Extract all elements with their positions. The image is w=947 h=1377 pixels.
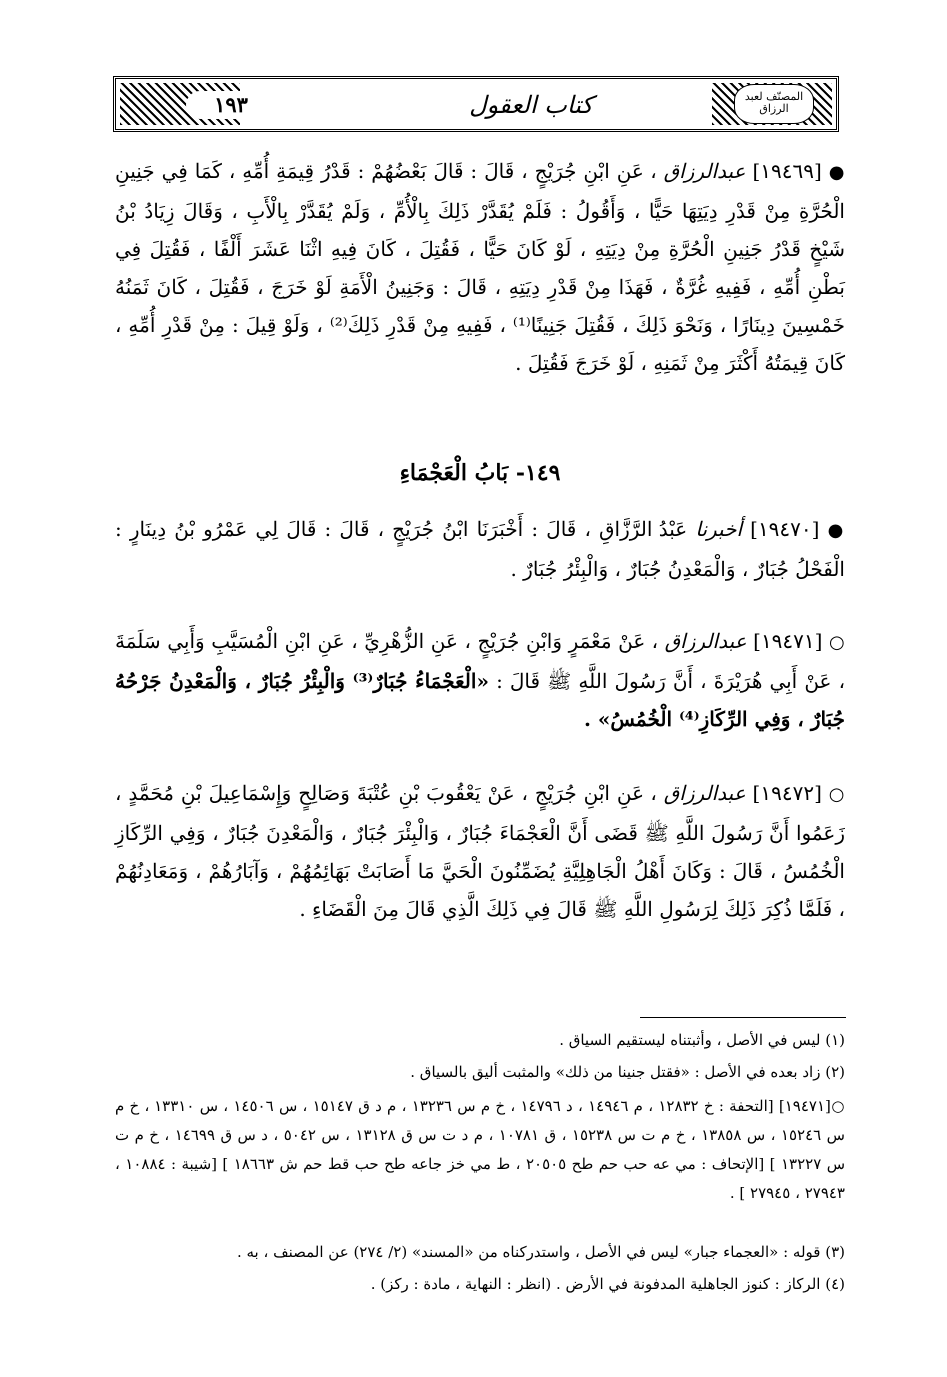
footnote-separator: [640, 1017, 846, 1018]
footnote-mark: (٤): [825, 1275, 845, 1293]
entry-number: [١٩٤٧١]: [753, 629, 823, 653]
entry-marker: ○: [828, 784, 845, 805]
hadith-entry-19471: [115, 622, 845, 738]
footnote-mark: ○[١٩٤٧١]: [778, 1097, 845, 1115]
entry-text: ، عَنِ ابْنِ جُرَيْجٍ ، عَنْ يَعْقُوبَ بْنِ عُتْبَةَ وَصَالِحٍ وَإِسْمَاعِيلَ بْنِ مُحَمَّدٍ ، زَعَمُوا أَنَّ رَسُولَ اللَّهِ ﷺ قَضَى أَنَّ الْعَجْمَاءَ جُبَارٌ ، وَالْبِئْرَ جُبَارٌ ، وَالْمَعْدِنَ جُبَارٌ ، وَفِي الرِّكَازِ الْخُمُسُ ، قَالَ : وَكَانَ أَهْلُ الْجَاهِلِيَّةِ يُضَمِّنُونَ الْحَيَّ مَا أَصَابَتْ بَهَائِمُهُمْ ، وَآبَارُهُمْ ، وَمَعَادِنُهُمْ ، فَلَمَّا ذُكِرَ ذَلِكَ لِرَسُولِ اللَّهِ ﷺ قَالَ فِي ذَلِكَ الَّذِي قَالَ مِنَ الْقَضَاءِ .: [115, 781, 845, 921]
entry-marker: ●: [827, 520, 846, 541]
narrator-name: عبدالرزاق: [663, 159, 746, 183]
footnote-mark: (٢): [825, 1063, 845, 1081]
entry-text: ، عَنْ مَعْمَرٍ وَابْنِ جُرَيْجٍ ، عَنِ الزُّهْرِيِّ ، عَنِ ابْنِ الْمُسَيَّبِ وَأَبِي سَلَمَةَ ، عَنْ أَبِي هُرَيْرَةَ ، أَنَّ رَسُولَ اللَّهِ ﷺ قَالَ :: [115, 629, 846, 693]
narrator-name: عبدالرزاق: [664, 629, 747, 653]
narrator-name: عبدالرزاق: [663, 781, 746, 805]
footnote-2: [115, 1058, 845, 1087]
footnote-3: [115, 1238, 845, 1267]
narrator-name: أخبرنا: [695, 517, 743, 541]
page-header: [113, 76, 839, 132]
footnote-1: [115, 1026, 845, 1055]
entry-text: ، عَنِ ابْنِ جُرَيْجٍ ، قَالَ : قَالَ بَعْضُهُمْ : قَدْرُ قِيمَةِ أُمِّهِ ، كَمَا فِي جَنِينِ الْحُرَّةِ مِنْ قَدْرِ دِيَتِهَا حَيًّا ، وَأَقُولُ : فَلَمْ يُقَدَّرْ ذَلِكَ بِالْأُمِّ ، وَلَمْ يُقَدَّرْ بِالْأَبِ ، وَقَالَ زِيَادُ بْنُ شَيْخٍ قَدْرُ جَنِينِ الْحُرَّةِ مِنْ دِيَتِهِ ، لَوْ كَانَ حَيًّا ، فَقُتِلَ ، كَانَ فِيهِ اثْنَا عَشَرَ أَلْفًا ، فَقُتِلَ فِي بَطْنِ أُمِّهِ ، فَفِيهِ غُرَّةٌ ، فَهَذَا مِنْ قَدْرِ دِيَتِهِ ، قَالَ : وَجَنِينُ الْأَمَةِ لَوْ خَرَجَ ، فَقُتِلَ ، كَانَ ثَمَنُهُ خَمْسِينَ دِينَارًا ، وَنَحْوَ ذَلِكَ ، فَقُتِلَ جَنِينًا⁽¹⁾ ، فَفِيهِ مِنْ قَدْرِ ذَلِكَ⁽²⁾ ، وَلَوْ قِيلَ : مِنْ قَدْرِ أُمِّهِ ، كَانَ قِيمَتُهُ أَكْثَرَ مِنْ ثَمَنِهِ ، لَوْ خَرَجَ فَقُتِلَ .: [115, 159, 845, 375]
entry-marker: ●: [828, 162, 845, 183]
hadith-entry-19472: [115, 774, 845, 928]
entry-number: [١٩٤٦٩]: [752, 159, 822, 183]
book-logo: المصنّف لعبد الرزاق: [734, 84, 814, 124]
footnote-4: [115, 1270, 845, 1299]
entry-text: عَبْدُ الرَّزَّاقِ ، قَالَ : أَخْبَرَنَا ابْنُ جُرَيْجٍ ، قَالَ : قَالَ لِي عَمْرُو بْنُ دِينَارٍ : الْفَحْلُ جُبَارٌ ، وَالْمَعْدِنُ جُبَارٌ ، وَالْبِئْرُ جُبَارٌ .: [115, 517, 845, 581]
page-number: ١٩٣: [186, 91, 276, 119]
footnote-text: الركاز : كنوز الجاهلية المدفونة في الأرض . (انظر : النهاية ، مادة : ركز) .: [370, 1275, 821, 1293]
footnote-takhrij-19471: [115, 1092, 845, 1208]
chapter-heading: ١٤٩- بَابُ الْعَجْمَاءِ: [399, 460, 561, 486]
footnote-text: ليس في الأصل ، وأثبتناه ليستقيم السياق .: [559, 1031, 821, 1049]
book-title: كتاب العقول: [446, 89, 616, 121]
hadith-entry-19469: [115, 152, 845, 382]
footnote-mark: (٣): [825, 1243, 845, 1261]
entry-number: [١٩٤٧٠]: [750, 517, 820, 541]
footnote-mark: (١): [825, 1031, 845, 1049]
prophetic-saying: «الْعَجْمَاءُ جُبَارٌ⁽³⁾ وَالْبِئْرُ جُبَارٌ ، وَالْمَعْدِنُ جَرْحُهُ جُبَارٌ ، وَفِي الرِّكَازِ⁽⁴⁾ الْخُمُسُ» .: [115, 669, 845, 731]
footnote-text: زاد بعده في الأصل : «فقتل جنينا من ذلك» والمثبت أليق بالسياق .: [410, 1063, 821, 1081]
footnote-text: قوله : «العجماء جبار» ليس في الأصل ، واستدركناه من «المسند» (٢/ ٢٧٤) عن المصنف ، به .: [236, 1243, 821, 1261]
footnote-text: [التحفة : خ ١٢٨٣٢ ، م ١٤٩٤٦ ، د ١٤٧٩٦ ، خ م س ١٣٢٣٦ ، م د ق ١٥١٤٧ ، س ١٤٥٠٦ ، س ١٣٣١٠ ، خ م س ١٥٢٤٦ ، س ١٣٨٥٨ ، خ م ت س ١٥٢٣٨ ، ق ١٠٧٨١ ، م د ت س ق ١٣١٢٨ ، س ٥٠٤٢ ، د س ق ١٤٦٩٩ ، خ م ت س ١٣٢٢٧ ] [الإتحاف : مي عه حب حم طح ٢٠٥٠٥ ، ط مي خز جاعه طح حب قط حم ش ١٨٦٦٣ ] [شيبة : ١٠٨٨٤ ، ٢٧٩٤٣ ، ٢٧٩٤٥ ] .: [115, 1097, 846, 1202]
hadith-entry-19470: [115, 510, 845, 588]
entry-marker: ○: [829, 632, 845, 653]
entry-number: [١٩٤٧٢]: [752, 781, 822, 805]
